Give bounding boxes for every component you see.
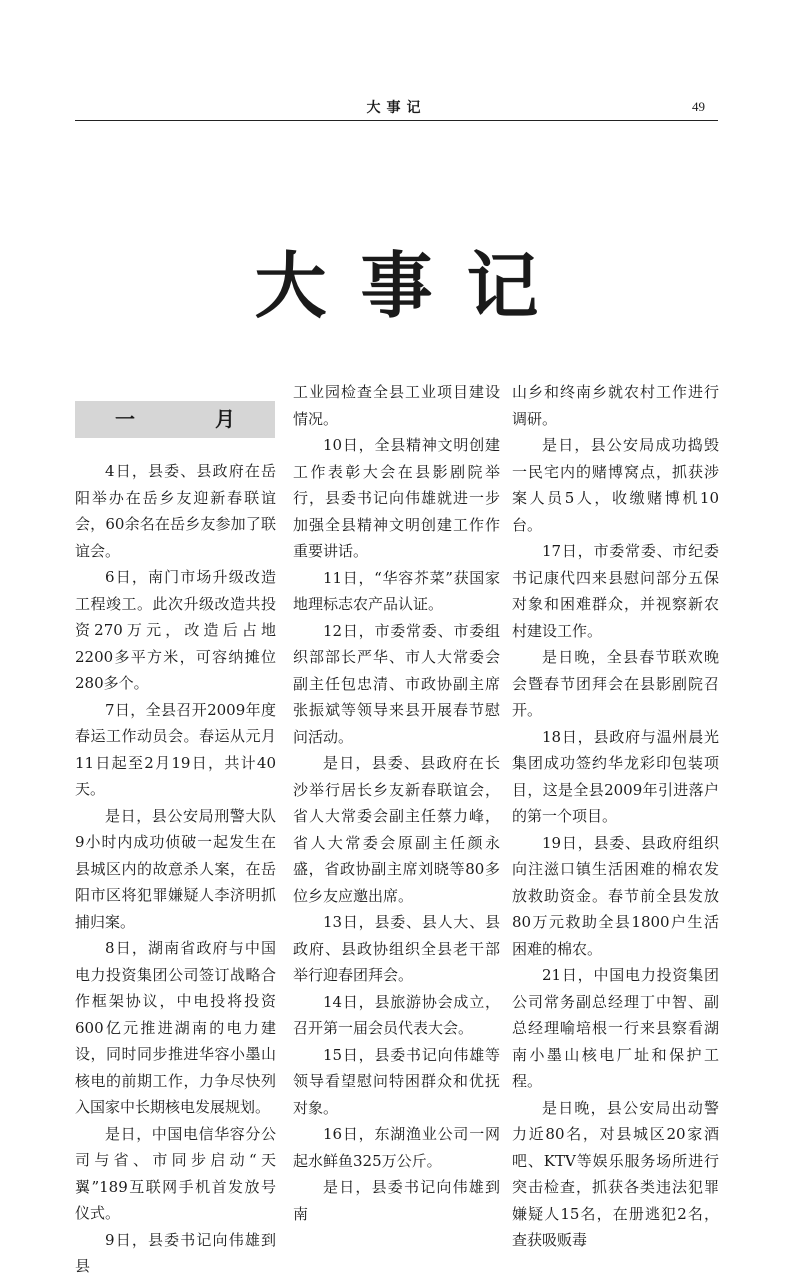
entry-paragraph: 是日，县公安局成功捣毁一民宅内的赌博窝点，抓获涉案人员5人，收缴赌博机10台。 <box>512 436 719 534</box>
entry-paragraph: 6日，南门市场升级改造工程竣工。此次升级改造共投资270万元，改造后占地2200多平方米，可容纳摊位280多个。 <box>75 568 276 692</box>
text-column-3 <box>512 379 719 1254</box>
month-heading: 一 月 <box>75 401 275 438</box>
entry-paragraph: 10日，全县精神文明创建工作表彰大会在县影剧院举行，县委书记向伟雄就进一步加强全县精神文明创建工作作重要讲话。 <box>293 436 500 560</box>
running-header-title: 大事记 <box>366 100 427 116</box>
entry-paragraph: 11日，“华容芥菜”获国家地理标志农产品认证。 <box>293 568 500 613</box>
entry-paragraph: 12日，市委常委、市委组织部部长严华、市人大常委会副主任包忠清、市政协副主席张振斌等领导来县开展春节慰问活动。 <box>293 621 500 746</box>
entry-paragraph: 16日，东湖渔业公司一网起水鲜鱼325万公斤。 <box>293 1125 500 1170</box>
entry-paragraph: 13日，县委、县人大、县政府、县政协组织全县老干部举行迎春团拜会。 <box>293 913 500 984</box>
text-column-2 <box>293 379 500 1227</box>
entry-paragraph: 9日，县委书记向伟雄到县 <box>75 1230 276 1275</box>
text-column-1 <box>75 458 276 1280</box>
entry-paragraph: 是日晚，县公安局出动警力近80名，对县城区20家酒吧、KTV等娱乐服务场所进行突击检查，抓获各类违法犯罪嫌疑人15名，在册逃犯2名，查获吸贩毒 <box>512 1098 719 1249</box>
entry-paragraph: 14日，县旅游协会成立，召开第一届会员代表大会。 <box>293 992 500 1037</box>
entry-paragraph: 山乡和终南乡就农村工作进行调研。 <box>512 383 719 428</box>
entry-paragraph: 8日，湖南省政府与中国电力投资集团公司签订战略合作框架协议，中电投将投资600亿元推进湖南的电力建设，同时同步推进华容小墨山核电的前期工作，力争尽快列入国家中长期核电发展规划。 <box>75 939 276 1116</box>
entry-paragraph: 是日，县委、县政府在长沙举行居长乡友新春联谊会，省人大常委会副主任蔡力峰，省人大常委会原副主任颜永盛，省政协副主席刘晓等80多位乡友应邀出席。 <box>293 754 500 905</box>
entry-paragraph: 工业园检查全县工业项目建设情况。 <box>293 383 500 428</box>
chapter-title: 大事记 <box>254 243 573 328</box>
entry-paragraph: 19日，县委、县政府组织向注滋口镇生活困难的棉农发放救助资金。春节前全县发放80万元救助全县1800户生活困难的棉农。 <box>512 833 719 958</box>
entry-paragraph: 17日，市委常委、市纪委书记康代四来县慰问部分五保对象和困难群众，并视察新农村建设工作。 <box>512 542 719 640</box>
header-rule <box>75 120 718 121</box>
entry-paragraph: 是日，县公安局刑警大队9小时内成功侦破一起发生在县城区内的故意杀人案，在岳阳市区将犯罪嫌疑人李济明抓捕归案。 <box>75 806 276 931</box>
entry-paragraph: 7日，全县召开2009年度春运工作动员会。春运从元月11日起至2月19日，共计40天。 <box>75 700 276 798</box>
entry-paragraph: 15日，县委书记向伟雄等领导看望慰问特困群众和优抚对象。 <box>293 1045 500 1117</box>
entry-paragraph: 是日，县委书记向伟雄到南 <box>293 1178 500 1223</box>
entry-paragraph: 是日，中国电信华容分公司与省、市同步启动“天翼”189互联网手机首发放号仪式。 <box>75 1124 276 1222</box>
entry-paragraph: 是日晚，全县春节联欢晚会暨春节团拜会在县影剧院召开。 <box>512 648 719 719</box>
entry-paragraph: 4日，县委、县政府在岳阳举办在岳乡友迎新春联谊会，60余名在岳乡友参加了联谊会。 <box>75 462 276 560</box>
page-number: 49 <box>692 99 705 114</box>
entry-paragraph: 18日，县政府与温州晨光集团成功签约华龙彩印包装项目，这是全县2009年引进落户的第一个项目。 <box>512 727 719 825</box>
entry-paragraph: 21日，中国电力投资集团公司常务副总经理丁中智、副总经理喻培根一行来县察看湖南小墨山核电厂址和保护工程。 <box>512 966 719 1090</box>
